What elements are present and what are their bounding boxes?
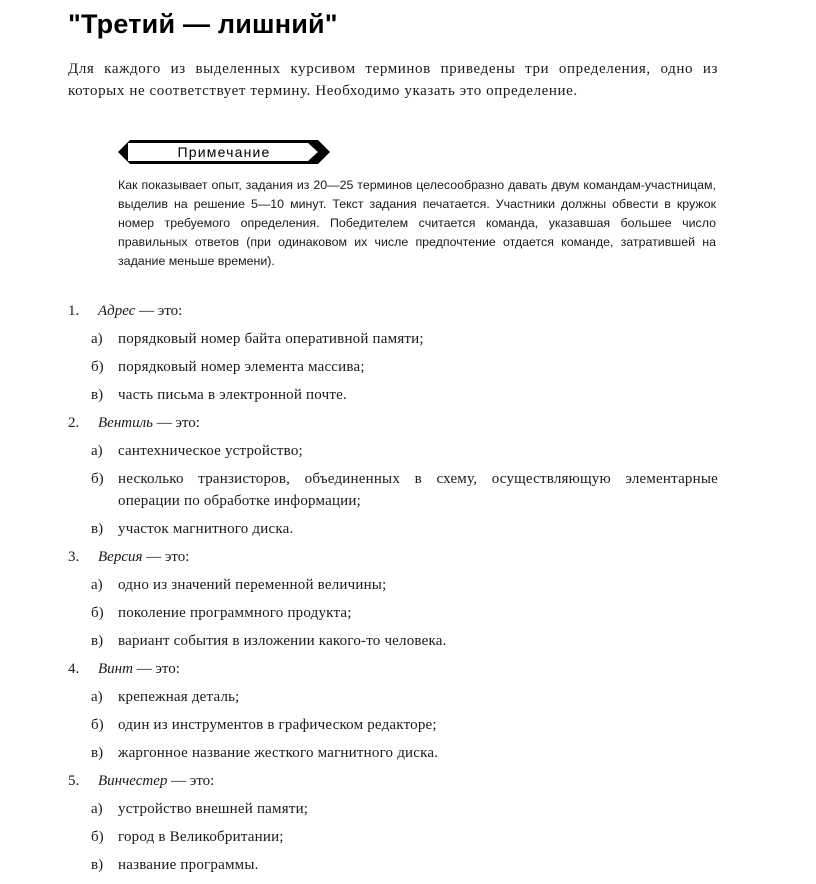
option-text: порядковый номер байта оперативной памяти; xyxy=(118,331,424,347)
option-letter: а) xyxy=(91,577,103,593)
option-item xyxy=(91,328,718,350)
option-letter: б) xyxy=(91,471,104,487)
option-item xyxy=(91,798,718,820)
question-suffix: — это: xyxy=(135,303,183,319)
option-letter: а) xyxy=(91,443,103,459)
option-letter: б) xyxy=(91,829,104,845)
option-letter: а) xyxy=(91,801,103,817)
question-header xyxy=(68,300,718,322)
page-title: "Третий — лишний" xyxy=(68,9,338,39)
question-term: Винчестер xyxy=(98,773,168,789)
option-letter: в) xyxy=(91,857,104,873)
option-letter: в) xyxy=(91,633,104,649)
option-text: устройство внешней памяти; xyxy=(118,801,309,817)
option-letter: б) xyxy=(91,717,104,733)
option-item xyxy=(91,384,718,406)
question-term: Вентиль xyxy=(98,415,153,431)
question-term: Версия xyxy=(98,549,143,565)
option-item xyxy=(91,826,718,848)
option-item xyxy=(91,630,718,652)
option-letter: б) xyxy=(91,359,104,375)
option-item xyxy=(91,356,718,378)
question-item xyxy=(68,546,718,652)
question-header xyxy=(68,546,718,568)
intro-paragraph: Для каждого из выделенных курсивом терминов приведены три определения, одно из которых не соответствует термину. Необходимо указать это определение. xyxy=(68,61,718,99)
option-text: участок магнитного диска. xyxy=(118,521,294,537)
option-text: один из инструментов в графическом редакторе; xyxy=(118,717,437,733)
option-text: часть письма в электронной почте. xyxy=(118,387,347,403)
question-number: 2. xyxy=(68,415,80,431)
option-letter: в) xyxy=(91,387,104,403)
question-header xyxy=(68,770,718,792)
option-item xyxy=(91,686,718,708)
question-item xyxy=(68,412,718,540)
option-item xyxy=(91,854,718,876)
option-text: несколько транзисторов, объединенных в схему, осуществляющую элементарные операции по обработке информации; xyxy=(118,471,718,509)
option-item xyxy=(91,468,718,512)
question-number: 1. xyxy=(68,303,80,319)
option-text: город в Великобритании; xyxy=(118,829,284,845)
option-item xyxy=(91,440,718,462)
option-item xyxy=(91,742,718,764)
option-text: крепежная деталь; xyxy=(118,689,240,705)
option-item xyxy=(91,518,718,540)
note-label: Примечание xyxy=(177,144,271,160)
question-number: 5. xyxy=(68,773,80,789)
option-text: сантехническое устройство; xyxy=(118,443,303,459)
option-letter: б) xyxy=(91,605,104,621)
option-letter: в) xyxy=(91,745,104,761)
option-text: вариант события в изложении какого-то человека. xyxy=(118,633,447,649)
option-item xyxy=(91,602,718,624)
question-term: Адрес xyxy=(98,303,136,319)
question-suffix: — это: xyxy=(132,661,180,677)
option-text: поколение программного продукта; xyxy=(118,605,352,621)
question-item xyxy=(68,658,718,764)
question-list xyxy=(68,300,718,882)
question-suffix: — это: xyxy=(167,773,215,789)
question-item xyxy=(68,300,718,406)
question-item xyxy=(68,770,718,876)
question-suffix: — это: xyxy=(142,549,190,565)
option-letter: а) xyxy=(91,331,103,347)
option-text: жаргонное название жесткого магнитного диска. xyxy=(118,745,439,761)
note-text: Как показывает опыт, задания из 20—25 терминов целесообразно давать двум командам-участницам, выделив на решение 5—10 минут. Текст задания печатается. Участники должны обвести в кружок номер требуемого определения. Победителем считается команда, указавшая большее число правильных ответов (при одинаковом их числе предпочтение отдается команде, затратившей на задание меньше времени). xyxy=(118,178,716,268)
option-text: одно из значений переменной величины; xyxy=(118,577,387,593)
option-item xyxy=(91,714,718,736)
option-letter: а) xyxy=(91,689,103,705)
question-header xyxy=(68,658,718,680)
question-number: 3. xyxy=(68,549,80,565)
question-term: Винт xyxy=(98,661,133,677)
option-text: порядковый номер элемента массива; xyxy=(118,359,365,375)
question-number: 4. xyxy=(68,661,80,677)
note-banner xyxy=(118,140,330,164)
option-item xyxy=(91,574,718,596)
option-text: название программы. xyxy=(118,857,259,873)
option-letter: в) xyxy=(91,521,104,537)
question-header xyxy=(68,412,718,434)
question-suffix: — это: xyxy=(152,415,200,431)
